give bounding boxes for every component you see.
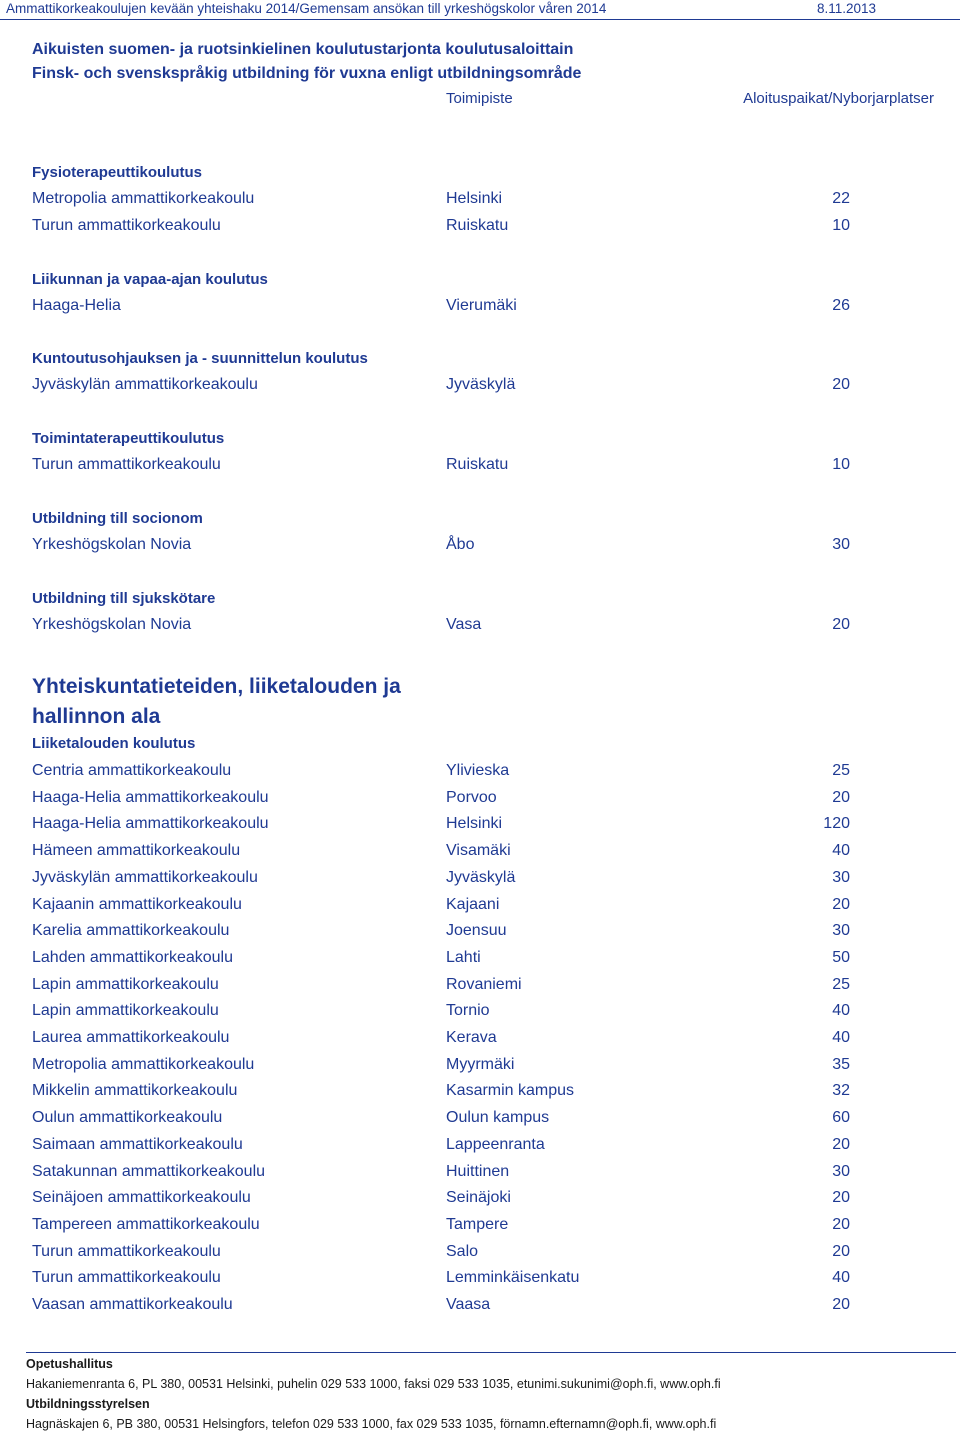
institution: Mikkelin ammattikorkeakoulu: [32, 1082, 238, 1100]
document-title-sv: Finsk- och svenskspråkig utbildning för vuxna enligt utbildningsområde: [32, 65, 582, 82]
location: Tornio: [446, 1002, 490, 1020]
seat-count: 40: [832, 1002, 850, 1020]
institution: Turun ammattikorkeakoulu: [32, 456, 221, 473]
table-row: [0, 842, 960, 864]
column-header-count: Aloituspaikat/Nyborjarplatser: [743, 90, 934, 107]
header-date: 8.11.2013: [816, 1, 876, 16]
section-heading: Fysioterapeuttikoulutus: [32, 164, 203, 181]
seat-count: 40: [832, 842, 850, 860]
table-row: [0, 1082, 960, 1104]
seat-count: 60: [832, 1109, 850, 1127]
footer-address-sv: Hagnäskajen 6, PB 380, 00531 Helsingfors, telefon 029 533 1000, fax 029 533 1035, förnamn.efternamn@oph.fi, www.oph.fi: [26, 1417, 717, 1431]
table-row: [0, 762, 960, 784]
table-row: [0, 190, 960, 212]
institution: Lahden ammattikorkeakoulu: [32, 948, 234, 966]
institution: Haaga-Helia ammattikorkeakoulu: [32, 788, 269, 806]
seat-count: 32: [832, 1082, 850, 1100]
seat-count: 40: [832, 1029, 850, 1046]
footer-divider: [26, 1352, 956, 1353]
location: Vasa: [446, 616, 482, 633]
table-row: [0, 1109, 960, 1131]
institution: Jyväskylän ammattikorkeakoulu: [32, 376, 258, 393]
location: Jyväskylä: [446, 868, 516, 886]
institution: Turun ammattikorkeakoulu: [32, 1242, 221, 1260]
institution: Karelia ammattikorkeakoulu: [32, 922, 230, 940]
table-row: [0, 949, 960, 971]
location: Kerava: [446, 1029, 497, 1046]
seat-count: 20: [832, 788, 850, 806]
table-row: [0, 815, 960, 837]
footer-org-fi: Opetushallitus: [26, 1357, 113, 1371]
institution: Jyväskylän ammattikorkeakoulu: [32, 868, 258, 886]
institution: Laurea ammattikorkeakoulu: [32, 1029, 230, 1046]
location: Huittinen: [446, 1162, 510, 1180]
location: Myyrmäki: [446, 1055, 515, 1073]
seat-count: 10: [832, 456, 850, 473]
table-row: [0, 1136, 960, 1158]
table-row: [0, 922, 960, 944]
seat-count: 20: [832, 1135, 850, 1153]
location: Vaasa: [446, 1296, 491, 1313]
institution: Lapin ammattikorkeakoulu: [32, 1002, 219, 1020]
institution: Seinäjoen ammattikorkeakoulu: [32, 1189, 251, 1207]
location: Porvoo: [446, 788, 497, 806]
seat-count: 40: [832, 1269, 850, 1287]
location: Helsinki: [446, 190, 503, 207]
location: Jyväskylä: [446, 376, 516, 393]
section-heading: Utbildning till sjukskötare: [32, 590, 216, 607]
institution: Yrkeshögskolan Novia: [32, 536, 192, 553]
table-row: [0, 1269, 960, 1291]
location: Salo: [446, 1242, 479, 1260]
location: Lahti: [446, 948, 481, 966]
seat-count: 20: [832, 1215, 850, 1233]
location: Ruiskatu: [446, 456, 509, 473]
seat-count: 120: [823, 815, 850, 833]
location: Åbo: [446, 536, 475, 553]
institution: Metropolia ammattikorkeakoulu: [32, 190, 255, 207]
seat-count: 50: [832, 948, 850, 966]
table-row: [0, 1189, 960, 1211]
seat-count: 30: [832, 1162, 850, 1180]
institution: Haaga-Helia ammattikorkeakoulu: [32, 815, 269, 833]
institution: Haaga-Helia: [32, 297, 121, 314]
institution: Turun ammattikorkeakoulu: [32, 217, 221, 234]
header-title: Ammattikorkeakoulujen kevään yhteishaku 2014/Gemensam ansökan till yrkeshögskolor våren 2014: [6, 1, 607, 16]
document-title-fi: Aikuisten suomen- ja ruotsinkielinen koulutustarjonta koulutusaloittain: [32, 41, 574, 58]
seat-count: 30: [832, 536, 850, 553]
table-row: [0, 1029, 960, 1051]
section-heading: Kuntoutusohjauksen ja - suunnittelun koulutus: [32, 350, 368, 367]
seat-count: 35: [832, 1055, 850, 1073]
institution: Turun ammattikorkeakoulu: [32, 1269, 221, 1287]
footer-address-fi: Hakaniemenranta 6, PL 380, 00531 Helsinki, puhelin 029 533 1000, faksi 029 533 1035, etunimi.sukunimi@oph.fi, www.oph.fi: [26, 1377, 721, 1391]
institution: Satakunnan ammattikorkeakoulu: [32, 1162, 266, 1180]
table-row: [0, 376, 960, 398]
institution: Hämeen ammattikorkeakoulu: [32, 842, 241, 860]
table-row: [0, 1056, 960, 1078]
seat-count: 25: [832, 762, 850, 779]
location: Ylivieska: [446, 762, 510, 779]
seat-count: 30: [832, 922, 850, 940]
section-heading: Liikunnan ja vapaa-ajan koulutus: [32, 271, 268, 288]
table-row: [0, 616, 960, 638]
column-header-place: Toimipiste: [446, 90, 513, 107]
field-heading-line: hallinnon ala: [32, 705, 161, 728]
seat-count: 20: [832, 1242, 850, 1260]
table-row: [0, 536, 960, 558]
institution: Lapin ammattikorkeakoulu: [32, 975, 219, 993]
section-heading: Toimintaterapeuttikoulutus: [32, 430, 225, 447]
location: Lappeenranta: [446, 1135, 545, 1153]
seat-count: 20: [832, 1189, 850, 1207]
location: Oulun kampus: [446, 1109, 550, 1127]
table-row: [0, 1163, 960, 1185]
location: Rovaniemi: [446, 975, 522, 993]
table-row: [0, 1243, 960, 1265]
location: Lemminkäisenkatu: [446, 1269, 580, 1287]
table-row: [0, 297, 960, 319]
institution: Kajaanin ammattikorkeakoulu: [32, 895, 242, 913]
institution: Metropolia ammattikorkeakoulu: [32, 1055, 255, 1073]
location: Kajaani: [446, 895, 500, 913]
table-row: [0, 456, 960, 478]
location: Kasarmin kampus: [446, 1082, 575, 1100]
seat-count: 20: [832, 1296, 850, 1313]
table-row: [0, 217, 960, 239]
table-row: [0, 789, 960, 811]
seat-count: 22: [832, 190, 850, 207]
table-row: [0, 976, 960, 998]
table-row: [0, 1296, 960, 1318]
location: Ruiskatu: [446, 217, 509, 234]
institution: Vaasan ammattikorkeakoulu: [32, 1296, 233, 1313]
institution: Saimaan ammattikorkeakoulu: [32, 1135, 243, 1153]
location: Joensuu: [446, 922, 507, 940]
seat-count: 20: [832, 616, 850, 633]
location: Tampere: [446, 1215, 509, 1233]
seat-count: 30: [832, 868, 850, 886]
section-heading: Liiketalouden koulutus: [32, 735, 196, 752]
table-row: [0, 896, 960, 918]
field-heading: [32, 672, 401, 732]
institution: Oulun ammattikorkeakoulu: [32, 1109, 223, 1127]
footer-org-sv: Utbildningsstyrelsen: [26, 1397, 150, 1411]
seat-count: 20: [832, 895, 850, 913]
seat-count: 20: [832, 376, 850, 393]
seat-count: 26: [832, 297, 850, 314]
running-header: [0, 0, 960, 20]
field-heading-line: Yhteiskuntatieteiden, liiketalouden ja: [32, 675, 401, 698]
location: Seinäjoki: [446, 1189, 511, 1207]
institution: Yrkeshögskolan Novia: [32, 616, 192, 633]
location: Visamäki: [446, 842, 511, 860]
section-heading: Utbildning till socionom: [32, 510, 203, 527]
seat-count: 10: [832, 217, 850, 234]
table-row: [0, 869, 960, 891]
institution: Tampereen ammattikorkeakoulu: [32, 1215, 260, 1233]
table-row: [0, 1002, 960, 1024]
seat-count: 25: [832, 975, 850, 993]
institution: Centria ammattikorkeakoulu: [32, 762, 232, 779]
location: Vierumäki: [446, 297, 517, 314]
location: Helsinki: [446, 815, 503, 833]
table-row: [0, 1216, 960, 1238]
